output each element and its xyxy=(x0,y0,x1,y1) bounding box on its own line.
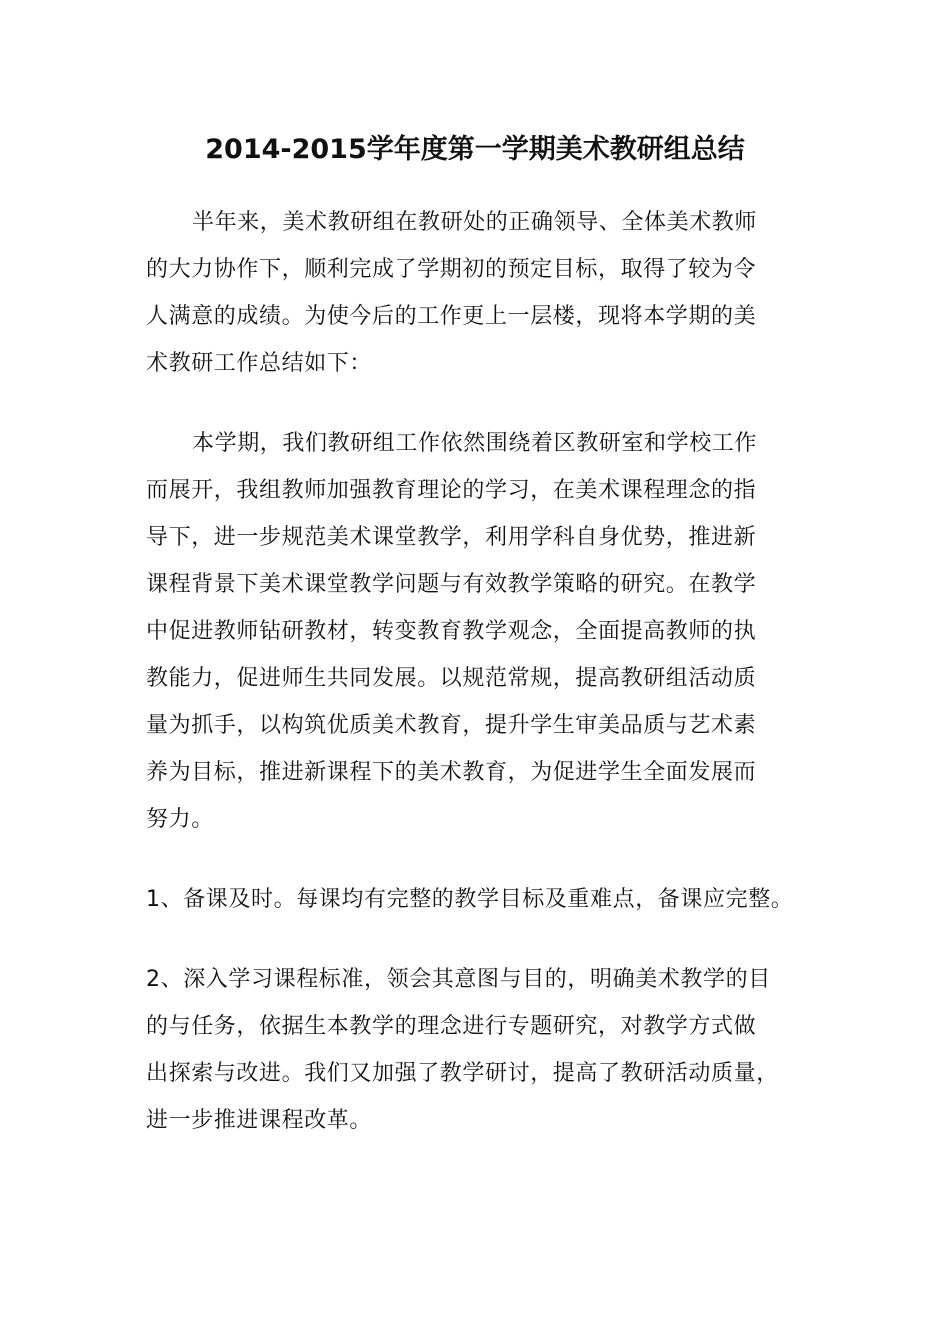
paragraph-line: 的大力协作下，顺利完成了学期初的预定目标，取得了较为令 xyxy=(146,257,757,282)
paragraph-line: 教能力，促进师生共同发展。以规范常规，提高教研组活动质 xyxy=(146,666,757,691)
paragraph-line: 养为目标，推进新课程下的美术教育，为促进学生全面发展而 xyxy=(146,760,757,785)
paragraph-line: 的与任务，依据生本教学的理念进行专题研究，对教学方式做 xyxy=(146,1014,757,1039)
paragraph-line: 本学期，我们教研组工作依然围绕着区教研室和学校工作 xyxy=(192,431,758,456)
paragraph-line: 导下，进一步规范美术课堂教学，利用学科自身优势，推进新 xyxy=(146,525,757,550)
paragraph-line: 人满意的成绩。为使今后的工作更上一层楼，现将本学期的美 xyxy=(146,304,757,329)
document-title: 2014-2015学年度第一学期美术教研组总结 xyxy=(205,134,745,165)
paragraph-line: 出探索与改进。我们又加强了教学研讨，提高了教研活动质量， xyxy=(146,1061,779,1086)
paragraph-line: 课程背景下美术课堂教学问题与有效教学策略的研究。在教学 xyxy=(146,572,757,597)
paragraph-line: 术教研工作总结如下： xyxy=(146,351,373,376)
paragraph-line: 进一步推进课程改革。 xyxy=(146,1108,373,1133)
paragraph-line: 中促进教师钻研教材，转变教育教学观念，全面提高教师的执 xyxy=(146,619,757,644)
paragraph-line: 量为抓手，以构筑优质美术教育，提升学生审美品质与艺术素 xyxy=(146,713,757,738)
list-item: 2、深入学习课程标准，领会其意图与目的，明确美术教学的目 xyxy=(146,967,771,992)
paragraph-line: 半年来，美术教研组在教研处的正确领导、全体美术教师 xyxy=(192,210,758,235)
paragraph-line: 努力。 xyxy=(146,807,214,832)
list-item: 1、备课及时。每课均有完整的教学目标及重难点，备课应完整。 xyxy=(146,887,794,912)
paragraph-line: 而展开，我组教师加强教育理论的学习，在美术课程理念的指 xyxy=(146,478,757,503)
